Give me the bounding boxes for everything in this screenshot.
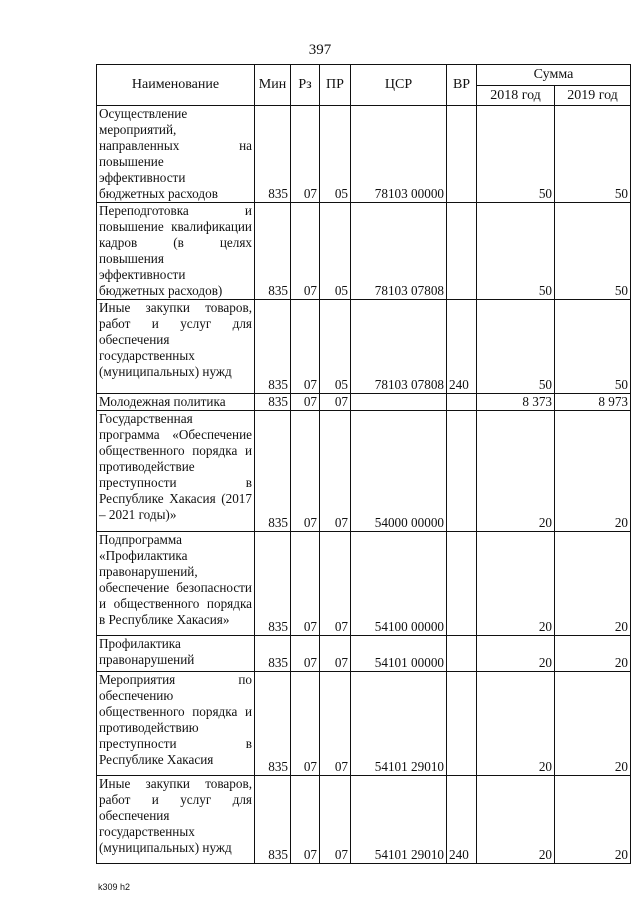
cell-y2018: 20: [477, 411, 555, 532]
cell-name: Подпрограмма «Профилактика правонарушений, обеспечение безопасности и общественного порядка в Республике Хакасия»: [97, 532, 255, 636]
cell-y2019: 20: [555, 636, 631, 672]
header-name: Наименование: [97, 65, 255, 106]
cell-rz: 07: [291, 636, 320, 672]
cell-vr: [447, 203, 477, 300]
cell-pr: 05: [320, 203, 351, 300]
header-min: Мин: [255, 65, 291, 106]
cell-vr: [447, 636, 477, 672]
table-row: [97, 106, 631, 203]
cell-vr: [447, 672, 477, 776]
cell-min: 835: [255, 636, 291, 672]
cell-rz: 07: [291, 672, 320, 776]
cell-rz: 07: [291, 411, 320, 532]
header-rz: Рз: [291, 65, 320, 106]
cell-pr: 07: [320, 776, 351, 864]
cell-vr: [447, 411, 477, 532]
cell-pr: 07: [320, 672, 351, 776]
cell-vr: [447, 106, 477, 203]
cell-csr: 78103 00000: [351, 106, 447, 203]
cell-min: 835: [255, 532, 291, 636]
cell-pr: 05: [320, 106, 351, 203]
cell-y2019: 8 973: [555, 394, 631, 411]
cell-y2019: 20: [555, 776, 631, 864]
table-body: [97, 106, 631, 864]
cell-min: 835: [255, 106, 291, 203]
table-row: [97, 672, 631, 776]
cell-pr: 07: [320, 636, 351, 672]
header-year-2018: 2018 год: [477, 86, 555, 106]
header-vr: ВР: [447, 65, 477, 106]
cell-csr: 54101 00000: [351, 636, 447, 672]
cell-rz: 07: [291, 532, 320, 636]
cell-csr: 54100 00000: [351, 532, 447, 636]
cell-y2019: 50: [555, 106, 631, 203]
page-number: 397: [308, 42, 332, 58]
cell-min: 835: [255, 203, 291, 300]
header-csr: ЦСР: [351, 65, 447, 106]
cell-vr: [447, 532, 477, 636]
cell-pr: 07: [320, 532, 351, 636]
budget-table: [96, 64, 631, 864]
cell-name: Иные закупки товаров, работ и услуг для обеспечения государственных (муниципальных) нужд: [97, 776, 255, 864]
cell-vr: [447, 394, 477, 411]
table-row: [97, 394, 631, 411]
table-row: [97, 203, 631, 300]
cell-min: 835: [255, 672, 291, 776]
table-row: [97, 300, 631, 394]
cell-name: Переподготовка и повышение квалификации кадров (в целях повышения эффективности бюджетных расходов): [97, 203, 255, 300]
cell-vr: 240: [447, 300, 477, 394]
cell-y2018: 20: [477, 776, 555, 864]
footer-code: k309 h2: [98, 882, 131, 892]
cell-min: 835: [255, 411, 291, 532]
cell-y2018: 8 373: [477, 394, 555, 411]
cell-y2018: 50: [477, 203, 555, 300]
cell-csr: 54101 29010: [351, 776, 447, 864]
header-sum: Сумма: [477, 65, 631, 86]
cell-y2018: 20: [477, 532, 555, 636]
cell-y2019: 20: [555, 532, 631, 636]
cell-csr: 54000 00000: [351, 411, 447, 532]
cell-pr: 05: [320, 300, 351, 394]
header-pr: ПР: [320, 65, 351, 106]
table-row: [97, 532, 631, 636]
cell-y2019: 50: [555, 300, 631, 394]
cell-csr: [351, 394, 447, 411]
cell-name: Молодежная политика: [97, 394, 255, 411]
cell-min: 835: [255, 300, 291, 394]
cell-name: Иные закупки товаров, работ и услуг для обеспечения государственных (муниципальных) нужд: [97, 300, 255, 394]
cell-rz: 07: [291, 300, 320, 394]
cell-rz: 07: [291, 394, 320, 411]
cell-name: Государственная программа «Обеспечение общественного порядка и противодействие преступности в Республике Хакасия (2017 – 2021 годы)»: [97, 411, 255, 532]
cell-name: Осуществление мероприятий, направленных на повышение эффективности бюджетных расходов: [97, 106, 255, 203]
cell-min: 835: [255, 776, 291, 864]
cell-y2019: 20: [555, 411, 631, 532]
cell-y2018: 20: [477, 636, 555, 672]
cell-pr: 07: [320, 411, 351, 532]
cell-csr: 78103 07808: [351, 203, 447, 300]
cell-y2018: 20: [477, 672, 555, 776]
cell-rz: 07: [291, 106, 320, 203]
cell-csr: 54101 29010: [351, 672, 447, 776]
cell-rz: 07: [291, 203, 320, 300]
table-row: [97, 636, 631, 672]
header-year-2019: 2019 год: [555, 86, 631, 106]
table-row: [97, 776, 631, 864]
cell-pr: 07: [320, 394, 351, 411]
cell-min: 835: [255, 394, 291, 411]
cell-y2019: 50: [555, 203, 631, 300]
cell-y2018: 50: [477, 300, 555, 394]
cell-y2019: 20: [555, 672, 631, 776]
cell-name: Мероприятия по обеспечению общественного порядка и противодействию преступности в Республике Хакасия: [97, 672, 255, 776]
cell-rz: 07: [291, 776, 320, 864]
cell-csr: 78103 07808: [351, 300, 447, 394]
cell-y2018: 50: [477, 106, 555, 203]
cell-vr: 240: [447, 776, 477, 864]
table-row: [97, 411, 631, 532]
cell-name: Профилактика правонарушений: [97, 636, 255, 672]
